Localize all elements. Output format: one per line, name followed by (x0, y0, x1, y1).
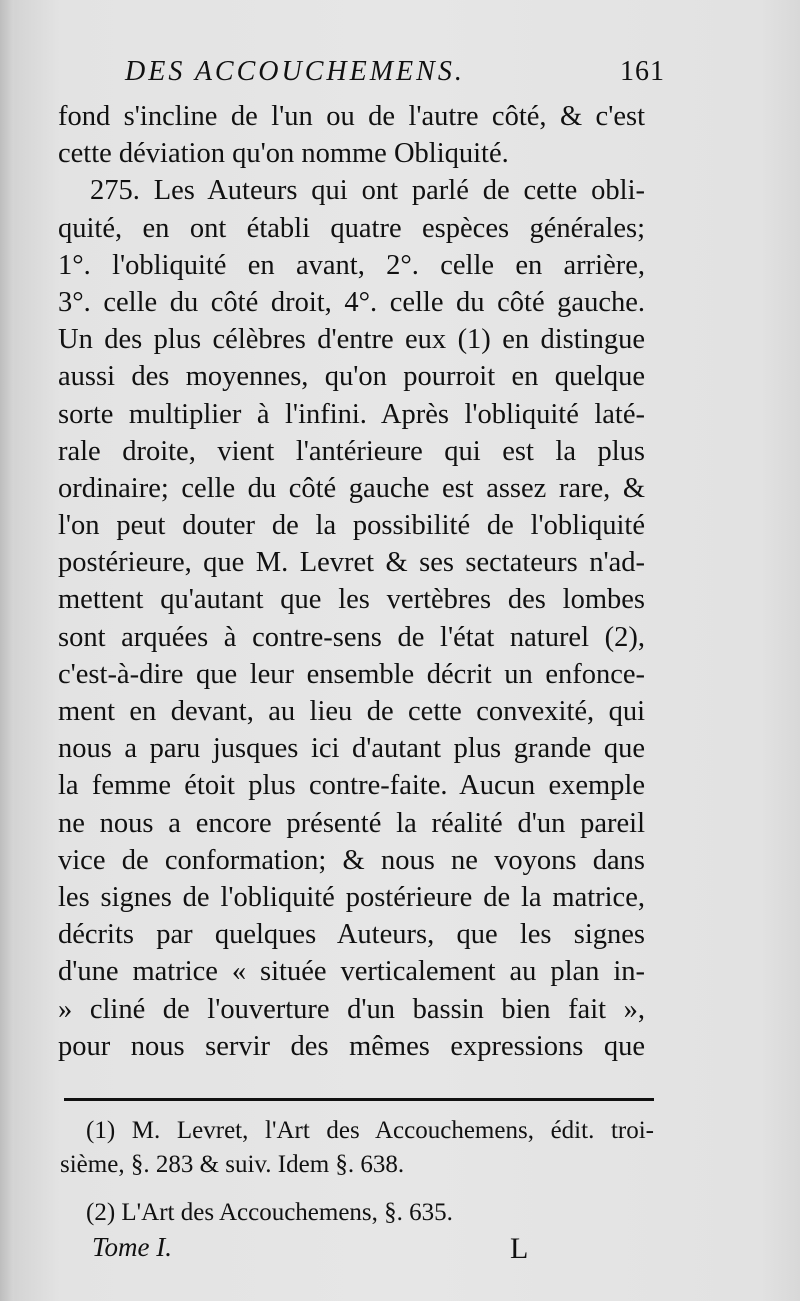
text-line: 1°. l'obliquité en avant, 2°. celle en arrière, (58, 249, 645, 281)
text-line: 3°. celle du côté droit, 4°. celle du côté gauche. (58, 286, 645, 318)
body-text (58, 98, 645, 1065)
text-line: mettent qu'autant que les vertèbres des lombes (58, 584, 645, 616)
text-line: pour nous servir des mêmes expressions que (58, 1030, 645, 1062)
text-line: fond s'incline de l'un ou de l'autre côté, & c'est (58, 101, 645, 132)
text-line: ment en devant, au lieu de cette convexité, qui (58, 696, 645, 727)
text-line: l'on peut douter de la possibilité de l'obliquité (58, 510, 645, 542)
text-line: » cliné de l'ouverture d'un bassin bien fait », (58, 993, 645, 1025)
text-line: sorte multiplier à l'infini. Après l'obliquité laté- (58, 398, 645, 430)
running-title: DES ACCOUCHEMENS. (125, 56, 465, 87)
page-number: 161 (620, 56, 665, 87)
text-line: c'est-à-dire que leur ensemble décrit un enfonce- (58, 658, 645, 690)
text-line: quité, en ont établi quatre espèces générales; (58, 212, 645, 244)
volume-label: Tome I. (92, 1232, 173, 1262)
text-line: d'une matrice « située verticalement au plan in- (58, 956, 645, 988)
footnote-2 (86, 1196, 654, 1230)
footnote-line: sième, §. 283 & suiv. Idem §. 638. (60, 1151, 405, 1178)
text-line: les signes de l'obliquité postérieure de la matrice, (58, 881, 645, 913)
text-line: ne nous a encore présenté la réalité d'un pareil (58, 807, 645, 839)
page-edge-shadow (0, 0, 14, 1301)
signature-mark: L (510, 1232, 529, 1265)
text-line: ordinaire; celle du côté gauche est assez rare, & (58, 472, 645, 504)
text-line: rale droite, vient l'antérieure qui est la plus (58, 435, 645, 467)
text-line: Un des plus célèbres d'entre eux (1) en distingue (58, 324, 645, 356)
text-line: postérieure, que M. Levret & ses sectateurs n'ad- (58, 547, 645, 579)
page-footer (92, 1232, 572, 1272)
text-line: décrits par quelques Auteurs, que les signes (58, 919, 645, 951)
text-line: sont arquées à contre-sens de l'état naturel (2), (58, 621, 645, 653)
footnote-line: (1) M. Levret, l'Art des Accouchemens, édit. troi- (86, 1117, 654, 1144)
page-header (125, 56, 665, 96)
text-line: 275. Les Auteurs qui ont parlé de cette obli- (90, 175, 645, 207)
footnotes (60, 1114, 654, 1230)
text-line: vice de conformation; & nous ne voyons dans (58, 844, 645, 876)
text-line: la femme étoit plus contre-faite. Aucun exemple (58, 770, 645, 802)
text-line: cette déviation qu'on nomme Obliquité. (58, 138, 509, 170)
footnote-1 (60, 1114, 654, 1182)
text-line: nous a paru jusques ici d'autant plus grande que (58, 733, 645, 765)
footnote-line: (2) L'Art des Accouchemens, §. 635. (86, 1199, 453, 1226)
text-line: aussi des moyennes, qu'on pourroit en quelque (58, 361, 645, 393)
footnote-rule (64, 1098, 654, 1101)
